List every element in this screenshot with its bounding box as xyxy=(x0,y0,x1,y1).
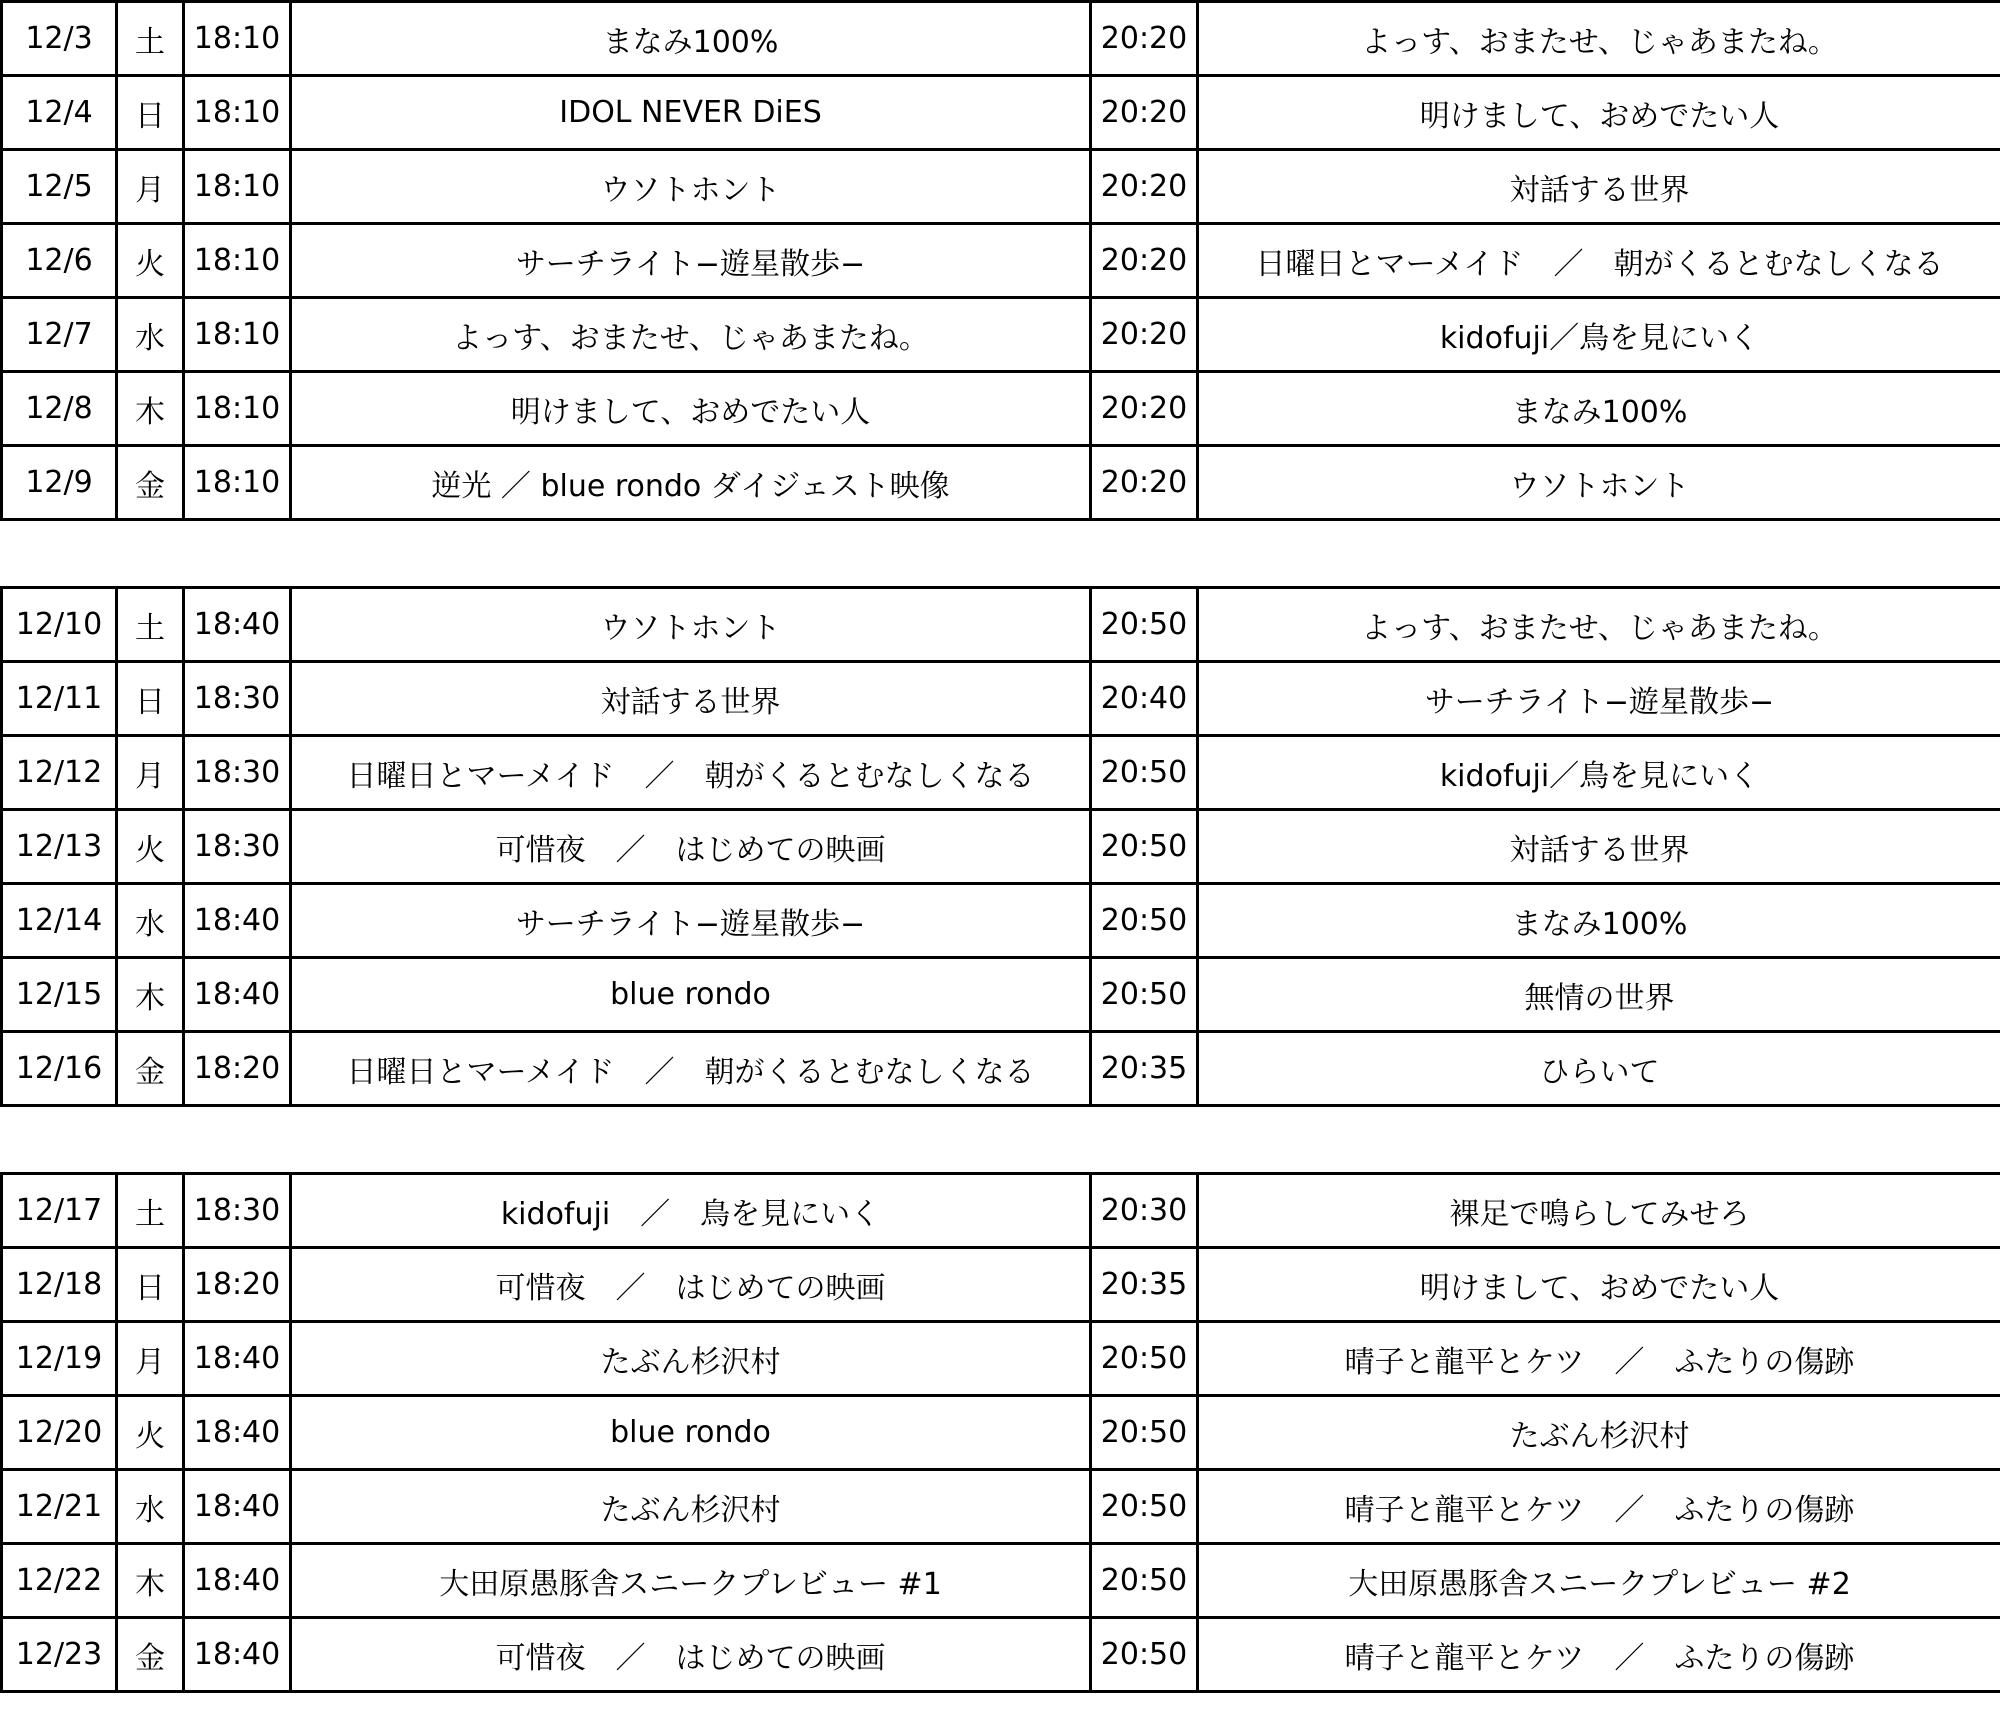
date-cell: 12/23 xyxy=(2,1618,117,1692)
second-showtime-cell: 20:35 xyxy=(1091,1032,1198,1106)
second-showtime-cell: 20:50 xyxy=(1091,1396,1198,1470)
schedule-row xyxy=(2,372,2000,446)
first-showtime-cell: 18:10 xyxy=(184,372,291,446)
schedule-row xyxy=(2,884,2000,958)
second-showtime-cell: 20:20 xyxy=(1091,2,1198,76)
second-showtime-cell: 20:20 xyxy=(1091,150,1198,224)
first-showtime-cell: 18:30 xyxy=(184,736,291,810)
first-program-cell: blue rondo xyxy=(291,958,1091,1032)
day-cell: 木 xyxy=(117,372,184,446)
first-showtime-cell: 18:40 xyxy=(184,1470,291,1544)
first-program-cell: 可惜夜 ／ はじめての映画 xyxy=(291,1248,1091,1322)
date-cell: 12/11 xyxy=(2,662,117,736)
first-program-cell: たぶん杉沢村 xyxy=(291,1470,1091,1544)
schedule-row xyxy=(2,2,2000,76)
date-cell: 12/20 xyxy=(2,1396,117,1470)
second-showtime-cell: 20:50 xyxy=(1091,1470,1198,1544)
second-program-cell: 晴子と龍平とケツ ／ ふたりの傷跡 xyxy=(1198,1618,2000,1692)
schedule-table xyxy=(0,586,2000,1107)
schedule-row xyxy=(2,224,2000,298)
first-showtime-cell: 18:40 xyxy=(184,1544,291,1618)
first-program-cell: よっす、おまたせ、じゃあまたね。 xyxy=(291,298,1091,372)
first-showtime-cell: 18:10 xyxy=(184,298,291,372)
second-program-cell: サーチライト−遊星散歩− xyxy=(1198,662,2000,736)
day-cell: 木 xyxy=(117,1544,184,1618)
second-program-cell: 大田原愚豚舎スニークプレビュー #2 xyxy=(1198,1544,2000,1618)
first-showtime-cell: 18:40 xyxy=(184,884,291,958)
day-cell: 火 xyxy=(117,1396,184,1470)
day-cell: 火 xyxy=(117,810,184,884)
second-program-cell: 明けまして、おめでたい人 xyxy=(1198,76,2000,150)
day-cell: 月 xyxy=(117,1322,184,1396)
first-showtime-cell: 18:10 xyxy=(184,224,291,298)
schedule-row xyxy=(2,1618,2000,1692)
second-showtime-cell: 20:35 xyxy=(1091,1248,1198,1322)
second-showtime-cell: 20:20 xyxy=(1091,298,1198,372)
schedule-row xyxy=(2,1470,2000,1544)
date-cell: 12/7 xyxy=(2,298,117,372)
schedule-row xyxy=(2,1322,2000,1396)
first-program-cell: 日曜日とマーメイド ／ 朝がくるとむなしくなる xyxy=(291,736,1091,810)
first-program-cell: たぶん杉沢村 xyxy=(291,1322,1091,1396)
first-program-cell: 大田原愚豚舎スニークプレビュー #1 xyxy=(291,1544,1091,1618)
first-showtime-cell: 18:10 xyxy=(184,446,291,520)
day-cell: 日 xyxy=(117,1248,184,1322)
second-program-cell: kidofuji／鳥を見にいく xyxy=(1198,298,2000,372)
day-cell: 火 xyxy=(117,224,184,298)
second-program-cell: たぶん杉沢村 xyxy=(1198,1396,2000,1470)
date-cell: 12/15 xyxy=(2,958,117,1032)
first-program-cell: 明けまして、おめでたい人 xyxy=(291,372,1091,446)
first-program-cell: 対話する世界 xyxy=(291,662,1091,736)
date-cell: 12/14 xyxy=(2,884,117,958)
day-cell: 日 xyxy=(117,662,184,736)
day-cell: 木 xyxy=(117,958,184,1032)
second-program-cell: まなみ100% xyxy=(1198,372,2000,446)
day-cell: 金 xyxy=(117,446,184,520)
date-cell: 12/19 xyxy=(2,1322,117,1396)
first-program-cell: 逆光 ／ blue rondo ダイジェスト映像 xyxy=(291,446,1091,520)
schedule-row xyxy=(2,588,2000,662)
second-showtime-cell: 20:50 xyxy=(1091,884,1198,958)
date-cell: 12/12 xyxy=(2,736,117,810)
second-showtime-cell: 20:20 xyxy=(1091,446,1198,520)
first-showtime-cell: 18:40 xyxy=(184,1322,291,1396)
second-showtime-cell: 20:50 xyxy=(1091,810,1198,884)
second-showtime-cell: 20:40 xyxy=(1091,662,1198,736)
first-program-cell: blue rondo xyxy=(291,1396,1091,1470)
second-program-cell: ウソトホント xyxy=(1198,446,2000,520)
second-program-cell: 日曜日とマーメイド ／ 朝がくるとむなしくなる xyxy=(1198,224,2000,298)
schedule-table xyxy=(0,1172,2000,1693)
date-cell: 12/9 xyxy=(2,446,117,520)
first-showtime-cell: 18:40 xyxy=(184,1618,291,1692)
date-cell: 12/13 xyxy=(2,810,117,884)
day-cell: 土 xyxy=(117,1174,184,1248)
second-program-cell: よっす、おまたせ、じゃあまたね。 xyxy=(1198,588,2000,662)
schedule-row xyxy=(2,1396,2000,1470)
second-showtime-cell: 20:20 xyxy=(1091,76,1198,150)
first-showtime-cell: 18:30 xyxy=(184,810,291,884)
second-program-cell: 晴子と龍平とケツ ／ ふたりの傷跡 xyxy=(1198,1322,2000,1396)
day-cell: 土 xyxy=(117,588,184,662)
date-cell: 12/10 xyxy=(2,588,117,662)
date-cell: 12/16 xyxy=(2,1032,117,1106)
first-program-cell: ウソトホント xyxy=(291,588,1091,662)
second-showtime-cell: 20:20 xyxy=(1091,372,1198,446)
second-program-cell: まなみ100% xyxy=(1198,884,2000,958)
second-program-cell: 無情の世界 xyxy=(1198,958,2000,1032)
schedule-row xyxy=(2,298,2000,372)
day-cell: 水 xyxy=(117,884,184,958)
schedule-row xyxy=(2,1248,2000,1322)
day-cell: 水 xyxy=(117,298,184,372)
day-cell: 月 xyxy=(117,736,184,810)
second-program-cell: 対話する世界 xyxy=(1198,810,2000,884)
first-program-cell: 可惜夜 ／ はじめての映画 xyxy=(291,810,1091,884)
first-showtime-cell: 18:40 xyxy=(184,958,291,1032)
second-program-cell: kidofuji／鳥を見にいく xyxy=(1198,736,2000,810)
date-cell: 12/3 xyxy=(2,2,117,76)
week-table-1 xyxy=(0,0,2000,521)
first-showtime-cell: 18:10 xyxy=(184,150,291,224)
second-program-cell: よっす、おまたせ、じゃあまたね。 xyxy=(1198,2,2000,76)
schedule-row xyxy=(2,810,2000,884)
second-showtime-cell: 20:50 xyxy=(1091,1618,1198,1692)
first-showtime-cell: 18:30 xyxy=(184,662,291,736)
date-cell: 12/6 xyxy=(2,224,117,298)
second-program-cell: 晴子と龍平とケツ ／ ふたりの傷跡 xyxy=(1198,1470,2000,1544)
second-showtime-cell: 20:50 xyxy=(1091,958,1198,1032)
day-cell: 水 xyxy=(117,1470,184,1544)
first-showtime-cell: 18:10 xyxy=(184,76,291,150)
second-program-cell: 明けまして、おめでたい人 xyxy=(1198,1248,2000,1322)
week-table-2 xyxy=(0,586,2000,1107)
first-showtime-cell: 18:20 xyxy=(184,1032,291,1106)
date-cell: 12/8 xyxy=(2,372,117,446)
second-showtime-cell: 20:30 xyxy=(1091,1174,1198,1248)
schedule-row xyxy=(2,150,2000,224)
week-table-3 xyxy=(0,1172,2000,1693)
day-cell: 土 xyxy=(117,2,184,76)
schedule-row xyxy=(2,958,2000,1032)
date-cell: 12/5 xyxy=(2,150,117,224)
schedule-row xyxy=(2,1544,2000,1618)
schedule-row xyxy=(2,736,2000,810)
first-program-cell: kidofuji ／ 鳥を見にいく xyxy=(291,1174,1091,1248)
first-showtime-cell: 18:40 xyxy=(184,588,291,662)
day-cell: 月 xyxy=(117,150,184,224)
second-program-cell: 対話する世界 xyxy=(1198,150,2000,224)
second-program-cell: ひらいて xyxy=(1198,1032,2000,1106)
date-cell: 12/22 xyxy=(2,1544,117,1618)
second-showtime-cell: 20:50 xyxy=(1091,736,1198,810)
day-cell: 金 xyxy=(117,1032,184,1106)
schedule-row xyxy=(2,1032,2000,1106)
schedule-row xyxy=(2,76,2000,150)
second-showtime-cell: 20:50 xyxy=(1091,1322,1198,1396)
schedule-row xyxy=(2,446,2000,520)
date-cell: 12/18 xyxy=(2,1248,117,1322)
day-cell: 日 xyxy=(117,76,184,150)
second-showtime-cell: 20:50 xyxy=(1091,1544,1198,1618)
first-program-cell: サーチライト−遊星散歩− xyxy=(291,224,1091,298)
day-cell: 金 xyxy=(117,1618,184,1692)
second-showtime-cell: 20:20 xyxy=(1091,224,1198,298)
date-cell: 12/21 xyxy=(2,1470,117,1544)
date-cell: 12/4 xyxy=(2,76,117,150)
first-showtime-cell: 18:40 xyxy=(184,1396,291,1470)
date-cell: 12/17 xyxy=(2,1174,117,1248)
second-showtime-cell: 20:50 xyxy=(1091,588,1198,662)
schedule-row xyxy=(2,1174,2000,1248)
first-showtime-cell: 18:10 xyxy=(184,2,291,76)
schedule-table xyxy=(0,0,2000,521)
first-program-cell: まなみ100% xyxy=(291,2,1091,76)
first-showtime-cell: 18:30 xyxy=(184,1174,291,1248)
first-program-cell: IDOL NEVER DiES xyxy=(291,76,1091,150)
first-program-cell: 日曜日とマーメイド ／ 朝がくるとむなしくなる xyxy=(291,1032,1091,1106)
first-showtime-cell: 18:20 xyxy=(184,1248,291,1322)
first-program-cell: 可惜夜 ／ はじめての映画 xyxy=(291,1618,1091,1692)
first-program-cell: サーチライト−遊星散歩− xyxy=(291,884,1091,958)
second-program-cell: 裸足で鳴らしてみせろ xyxy=(1198,1174,2000,1248)
schedule-row xyxy=(2,662,2000,736)
first-program-cell: ウソトホント xyxy=(291,150,1091,224)
